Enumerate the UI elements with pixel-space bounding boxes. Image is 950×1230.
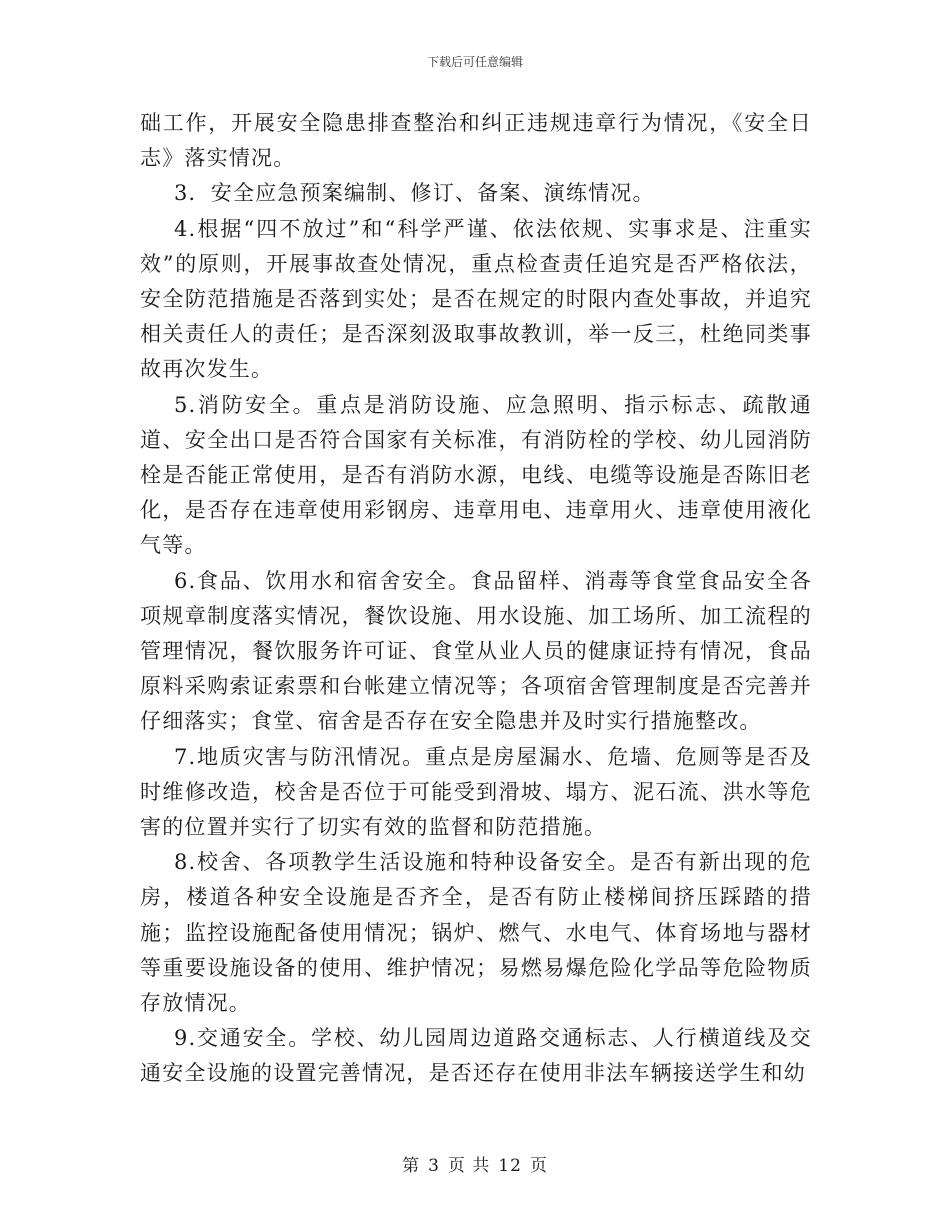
paragraph: 5.消防安全。重点是消防设施、应急照明、指示标志、疏散通道、安全出口是否符合国家有关标准，有消防栓的学校、幼儿园消防栓是否能正常使用，是否有消防水源，电线、电缆等设施是否陈旧老化，是否存在违章使用彩钢房、违章用电、违章用火、违章使用液化气等。 (140, 392, 812, 558)
document-body (140, 106, 812, 1092)
footer-prefix: 第 (402, 1156, 421, 1176)
current-page-number: 3 (428, 1156, 440, 1176)
page-footer (0, 1156, 950, 1176)
paragraph: 7.地质灾害与防汛情况。重点是房屋漏水、危墙、危厕等是否及时维修改造，校舍是否位于可能受到滑坡、塌方、泥石流、洪水等危害的位置并实行了切实有效的监督和防范措施。 (140, 744, 812, 840)
paragraph: 6.食品、饮用水和宿舍安全。食品留样、消毒等食堂食品安全各项规章制度落实情况，餐饮设施、用水设施、加工场所、加工流程的管理情况，餐饮服务许可证、食堂从业人员的健康证持有情况，食品原料采购索证索票和台帐建立情况等；各项宿舍管理制度是否完善并仔细落实；食堂、宿舍是否存在安全隐患并及时实行措施整改。 (140, 568, 812, 734)
footer-middle: 页 共 (447, 1156, 491, 1176)
paragraph: 9.交通安全。学校、幼儿园周边道路交通标志、人行横道线及交通安全设施的设置完善情况，是否还存在使用非法车辆接送学生和幼 (140, 1026, 812, 1086)
paragraph: 8.校舍、各项教学生活设施和特种设备安全。是否有新出现的危房，楼道各种安全设施是否齐全，是否有防止楼梯间挤压踩踏的措施；监控设施配备使用情况；锅炉、燃气、水电气、体育场地与器材等重要设施设备的使用、维护情况；易燃易爆危险化学品等危险物质存放情况。 (140, 850, 812, 1016)
header-text: 下载后可任意编辑 (426, 55, 523, 69)
paragraph: 3．安全应急预案编制、修订、备案、演练情况。 (174, 181, 655, 206)
footer-suffix: 页 (529, 1156, 548, 1176)
paragraph: 4.根据“四不放过”和“科学严谨、依法依规、实事求是、注重实效”的原则，开展事故查处情况，重点检查责任追究是否严格依法，安全防范措施是否落到实处；是否在规定的时限内查处事故，并追究相关责任人的责任；是否深刻汲取事故教训，举一反三，杜绝同类事故再次发生。 (140, 216, 812, 382)
total-page-count: 12 (498, 1156, 522, 1176)
page-header (0, 54, 950, 70)
paragraph: 础工作，开展安全隐患排查整治和纠正违规违章行为情况，《安全日志》落实情况。 (140, 111, 812, 171)
